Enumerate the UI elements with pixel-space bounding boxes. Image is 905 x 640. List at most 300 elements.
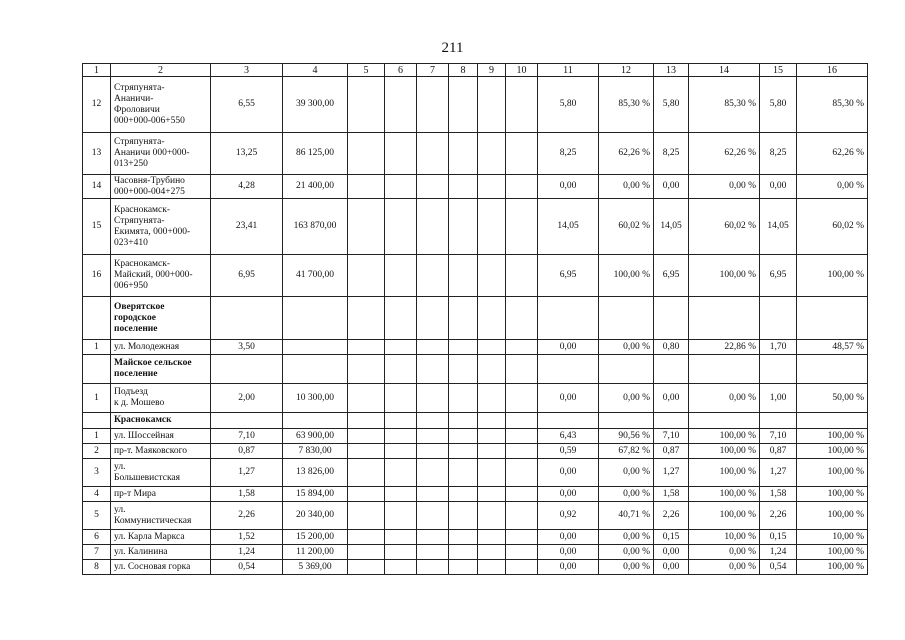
cell-col-6 [385,545,417,560]
cell-length-13: 0,00 [654,560,689,575]
cell-col-5 [348,545,385,560]
cell-col-7 [417,255,449,297]
cell-length-13: 0,80 [654,340,689,355]
cell-length-13: 5,80 [654,77,689,133]
cell-length-11: 6,43 [538,429,599,444]
section-header-row [83,297,868,340]
cell-length [211,413,283,429]
cell-row-number: 14 [83,175,111,199]
cell-col-9 [478,459,506,487]
table-row [83,444,868,459]
cell-col-6 [385,255,417,297]
cell-cost: 5 369,00 [283,560,348,575]
cell-col-9 [478,530,506,545]
table-row [83,560,868,575]
cell-length-15 [760,413,797,429]
cell-length-13: 8,25 [654,133,689,175]
cell-row-number: 15 [83,199,111,255]
cell-col-6 [385,175,417,199]
cell-percent-16: 100,00 % [797,459,868,487]
cell-col-8 [449,355,478,384]
cell-col-7 [417,429,449,444]
cell-col-7 [417,355,449,384]
cell-percent-16: 62,26 % [797,133,868,175]
cell-road-name: ул. Сосновая горка [111,560,211,575]
cell-col-7 [417,297,449,340]
cell-cost [283,413,348,429]
cell-percent-16: 100,00 % [797,444,868,459]
cell-col-8 [449,429,478,444]
cell-col-10 [506,175,538,199]
cell-cost: 163 870,00 [283,199,348,255]
cell-col-7 [417,340,449,355]
cell-length-11: 0,92 [538,502,599,530]
cell-col-5 [348,384,385,413]
cell-col-8 [449,384,478,413]
cell-col-10 [506,413,538,429]
cell-col-6 [385,77,417,133]
cell-percent-14 [689,355,760,384]
cell-length-15: 1,27 [760,459,797,487]
cell-percent-14: 100,00 % [689,429,760,444]
cell-col-6 [385,297,417,340]
column-header-6: 6 [385,64,417,77]
cell-col-8 [449,545,478,560]
cell-col-9 [478,444,506,459]
cell-length: 1,27 [211,459,283,487]
cell-road-name: ул. Большевистская [111,459,211,487]
cell-percent-12: 62,26 % [599,133,654,175]
cell-col-10 [506,560,538,575]
cell-col-7 [417,459,449,487]
cell-length: 2,26 [211,502,283,530]
cell-col-6 [385,502,417,530]
cell-col-9 [478,355,506,384]
cell-col-7 [417,502,449,530]
cell-length-11: 6,95 [538,255,599,297]
cell-cost [283,297,348,340]
cell-row-number: 1 [83,429,111,444]
cell-percent-14: 100,00 % [689,459,760,487]
cell-percent-14: 0,00 % [689,384,760,413]
cell-road-name: пр-т. Маяковского [111,444,211,459]
cell-length-15: 0,87 [760,444,797,459]
cell-col-10 [506,340,538,355]
cell-cost: 15 200,00 [283,530,348,545]
cell-cost: 20 340,00 [283,502,348,530]
cell-length-11: 0,00 [538,384,599,413]
cell-col-8 [449,297,478,340]
cell-row-number: 6 [83,530,111,545]
cell-col-5 [348,355,385,384]
cell-percent-16: 100,00 % [797,560,868,575]
cell-col-6 [385,340,417,355]
cell-percent-14: 100,00 % [689,444,760,459]
page-number: 211 [441,40,464,56]
cell-percent-16: 100,00 % [797,545,868,560]
cell-length-13: 0,87 [654,444,689,459]
cell-percent-16 [797,413,868,429]
cell-length [211,297,283,340]
cell-percent-16 [797,297,868,340]
cell-length: 0,54 [211,560,283,575]
column-header-1: 1 [83,64,111,77]
cell-col-8 [449,175,478,199]
cell-col-10 [506,255,538,297]
cell-row-number: 1 [83,384,111,413]
cell-col-10 [506,355,538,384]
cell-row-number: 2 [83,444,111,459]
cell-length-15: 14,05 [760,199,797,255]
cell-length: 1,58 [211,487,283,502]
cell-col-9 [478,175,506,199]
cell-length-15: 1,24 [760,545,797,560]
cell-col-5 [348,487,385,502]
cell-percent-14: 0,00 % [689,545,760,560]
cell-col-5 [348,429,385,444]
cell-col-6 [385,487,417,502]
column-header-10: 10 [506,64,538,77]
cell-col-5 [348,175,385,199]
column-header-11: 11 [538,64,599,77]
cell-percent-16: 100,00 % [797,487,868,502]
cell-row-number: 13 [83,133,111,175]
cell-col-9 [478,340,506,355]
cell-percent-12: 40,71 % [599,502,654,530]
cell-percent-12 [599,413,654,429]
table-row [83,199,868,255]
cell-length-11: 14,05 [538,199,599,255]
cell-road-name: Стряпунята- Ананичи 000+000- 013+250 [111,133,211,175]
cell-col-6 [385,530,417,545]
cell-length-11: 5,80 [538,77,599,133]
cell-cost: 13 826,00 [283,459,348,487]
table-row [83,530,868,545]
cell-col-10 [506,297,538,340]
cell-col-10 [506,133,538,175]
cell-length-15: 2,26 [760,502,797,530]
cell-percent-14: 100,00 % [689,487,760,502]
cell-col-10 [506,487,538,502]
cell-length: 1,24 [211,545,283,560]
cell-length-15 [760,355,797,384]
cell-road-name: Краснокамск- Майский, 000+000- 006+950 [111,255,211,297]
cell-row-number: 16 [83,255,111,297]
cell-length-15 [760,297,797,340]
cell-col-5 [348,444,385,459]
cell-col-10 [506,77,538,133]
cell-row-number: 1 [83,340,111,355]
cell-col-5 [348,255,385,297]
cell-length: 6,95 [211,255,283,297]
cell-length: 13,25 [211,133,283,175]
cell-col-8 [449,444,478,459]
cell-length-13: 0,00 [654,384,689,413]
cell-percent-16: 0,00 % [797,175,868,199]
cell-col-7 [417,413,449,429]
cell-cost: 11 200,00 [283,545,348,560]
cell-col-8 [449,530,478,545]
cell-col-7 [417,545,449,560]
cell-length: 6,55 [211,77,283,133]
cell-road-name: Оверятское городское поселение [111,297,211,340]
cell-cost [283,340,348,355]
cell-percent-12: 0,00 % [599,530,654,545]
cell-percent-16: 85,30 % [797,77,868,133]
cell-col-8 [449,487,478,502]
cell-length-11: 0,59 [538,444,599,459]
cell-col-9 [478,560,506,575]
cell-col-8 [449,255,478,297]
cell-length-13: 0,15 [654,530,689,545]
section-header-row [83,413,868,429]
cell-length-11: 0,00 [538,530,599,545]
cell-road-name: пр-т Мира [111,487,211,502]
column-header-9: 9 [478,64,506,77]
data-table [82,63,868,575]
table-row [83,77,868,133]
cell-percent-14 [689,413,760,429]
cell-length-15: 6,95 [760,255,797,297]
cell-col-7 [417,133,449,175]
cell-col-6 [385,133,417,175]
cell-col-8 [449,340,478,355]
table-row [83,133,868,175]
table-row [83,545,868,560]
cell-length-15: 1,00 [760,384,797,413]
cell-col-5 [348,340,385,355]
cell-length: 4,28 [211,175,283,199]
cell-length: 23,41 [211,199,283,255]
table-row [83,487,868,502]
cell-col-8 [449,199,478,255]
cell-percent-14: 0,00 % [689,175,760,199]
cell-length-13: 1,58 [654,487,689,502]
cell-row-number [83,413,111,429]
cell-col-10 [506,199,538,255]
cell-percent-12: 0,00 % [599,545,654,560]
cell-percent-14: 0,00 % [689,560,760,575]
cell-length-13: 7,10 [654,429,689,444]
cell-percent-16: 100,00 % [797,429,868,444]
cell-col-7 [417,199,449,255]
cell-length-13: 14,05 [654,199,689,255]
column-header-4: 4 [283,64,348,77]
cell-col-5 [348,502,385,530]
cell-col-6 [385,444,417,459]
cell-cost: 86 125,00 [283,133,348,175]
cell-length-11: 0,00 [538,487,599,502]
column-header-3: 3 [211,64,283,77]
cell-percent-14: 62,26 % [689,133,760,175]
cell-row-number [83,355,111,384]
cell-col-10 [506,429,538,444]
cell-road-name: Часовня-Трубино 000+000-004+275 [111,175,211,199]
cell-road-name: Краснокамск- Стряпунята- Екимята, 000+000- 023+410 [111,199,211,255]
cell-col-6 [385,199,417,255]
cell-length-15: 5,80 [760,77,797,133]
cell-cost: 41 700,00 [283,255,348,297]
cell-percent-12: 67,82 % [599,444,654,459]
cell-road-name: ул. Калинина [111,545,211,560]
cell-col-8 [449,77,478,133]
cell-col-7 [417,384,449,413]
cell-col-6 [385,384,417,413]
cell-percent-12: 0,00 % [599,487,654,502]
cell-length-13: 0,00 [654,545,689,560]
cell-col-6 [385,413,417,429]
cell-col-8 [449,413,478,429]
cell-length: 7,10 [211,429,283,444]
table-row [83,459,868,487]
cell-col-7 [417,175,449,199]
cell-col-6 [385,355,417,384]
cell-length-13 [654,355,689,384]
cell-cost: 39 300,00 [283,77,348,133]
cell-col-5 [348,413,385,429]
cell-col-10 [506,444,538,459]
cell-length-11 [538,413,599,429]
cell-percent-12: 85,30 % [599,77,654,133]
cell-length-11: 0,00 [538,340,599,355]
cell-percent-12: 0,00 % [599,175,654,199]
cell-length: 3,50 [211,340,283,355]
cell-percent-12: 0,00 % [599,384,654,413]
cell-row-number: 3 [83,459,111,487]
table-row [83,502,868,530]
cell-road-name: ул. Шоссейная [111,429,211,444]
cell-percent-12 [599,297,654,340]
cell-col-7 [417,560,449,575]
cell-length-13: 6,95 [654,255,689,297]
column-header-8: 8 [449,64,478,77]
cell-road-name: Майское сельское поселение [111,355,211,384]
table-body [83,64,868,575]
cell-percent-14: 10,00 % [689,530,760,545]
cell-percent-16: 60,02 % [797,199,868,255]
cell-col-9 [478,545,506,560]
cell-percent-12: 90,56 % [599,429,654,444]
cell-length-15: 7,10 [760,429,797,444]
column-header-2: 2 [111,64,211,77]
cell-length [211,355,283,384]
cell-road-name: ул. Карла Маркса [111,530,211,545]
cell-col-8 [449,560,478,575]
cell-length: 1,52 [211,530,283,545]
cell-row-number: 5 [83,502,111,530]
cell-col-6 [385,459,417,487]
cell-row-number: 7 [83,545,111,560]
cell-col-5 [348,530,385,545]
cell-length-11: 0,00 [538,545,599,560]
cell-col-8 [449,133,478,175]
cell-length-11 [538,297,599,340]
cell-percent-16: 10,00 % [797,530,868,545]
cell-col-10 [506,384,538,413]
cell-percent-12: 60,02 % [599,199,654,255]
table-row [83,255,868,297]
cell-col-9 [478,77,506,133]
cell-percent-14: 100,00 % [689,502,760,530]
cell-col-9 [478,255,506,297]
cell-row-number: 4 [83,487,111,502]
table-row [83,175,868,199]
cell-col-6 [385,429,417,444]
cell-row-number: 12 [83,77,111,133]
cell-cost: 15 894,00 [283,487,348,502]
cell-percent-14: 85,30 % [689,77,760,133]
cell-road-name: Стряпунята- Ананичи- Фроловичи 000+000-006+550 [111,77,211,133]
cell-length-11: 8,25 [538,133,599,175]
cell-road-name: Краснокамск [111,413,211,429]
cell-percent-12: 100,00 % [599,255,654,297]
column-header-16: 16 [797,64,868,77]
cell-percent-12: 0,00 % [599,560,654,575]
cell-col-5 [348,77,385,133]
cell-length-13: 0,00 [654,175,689,199]
cell-length-11: 0,00 [538,560,599,575]
column-header-15: 15 [760,64,797,77]
cell-row-number [83,297,111,340]
cell-percent-14: 60,02 % [689,199,760,255]
cell-col-7 [417,77,449,133]
column-header-12: 12 [599,64,654,77]
cell-percent-14: 22,86 % [689,340,760,355]
column-header-5: 5 [348,64,385,77]
column-header-14: 14 [689,64,760,77]
cell-col-5 [348,133,385,175]
cell-percent-12: 0,00 % [599,340,654,355]
cell-col-10 [506,502,538,530]
cell-col-5 [348,560,385,575]
cell-col-9 [478,429,506,444]
table-row [83,429,868,444]
cell-length-13: 1,27 [654,459,689,487]
cell-percent-14: 100,00 % [689,255,760,297]
cell-col-8 [449,459,478,487]
cell-col-9 [478,133,506,175]
cell-cost: 21 400,00 [283,175,348,199]
cell-percent-16: 48,57 % [797,340,868,355]
cell-length-15: 1,58 [760,487,797,502]
cell-length-15: 0,00 [760,175,797,199]
cell-cost: 7 830,00 [283,444,348,459]
cell-col-10 [506,530,538,545]
cell-road-name: Подъезд к д. Мошево [111,384,211,413]
cell-percent-12 [599,355,654,384]
cell-length-15: 8,25 [760,133,797,175]
cell-percent-16 [797,355,868,384]
cell-percent-16: 100,00 % [797,255,868,297]
cell-length-11 [538,355,599,384]
cell-col-7 [417,444,449,459]
cell-length-15: 0,15 [760,530,797,545]
cell-length: 0,87 [211,444,283,459]
cell-cost: 63 900,00 [283,429,348,444]
cell-length-13 [654,297,689,340]
cell-col-7 [417,530,449,545]
cell-col-9 [478,199,506,255]
cell-length-11: 0,00 [538,175,599,199]
table-row [83,384,868,413]
cell-length-15: 0,54 [760,560,797,575]
cell-col-5 [348,199,385,255]
cell-col-10 [506,459,538,487]
cell-col-10 [506,545,538,560]
cell-cost [283,355,348,384]
column-header-13: 13 [654,64,689,77]
cell-percent-16: 100,00 % [797,502,868,530]
